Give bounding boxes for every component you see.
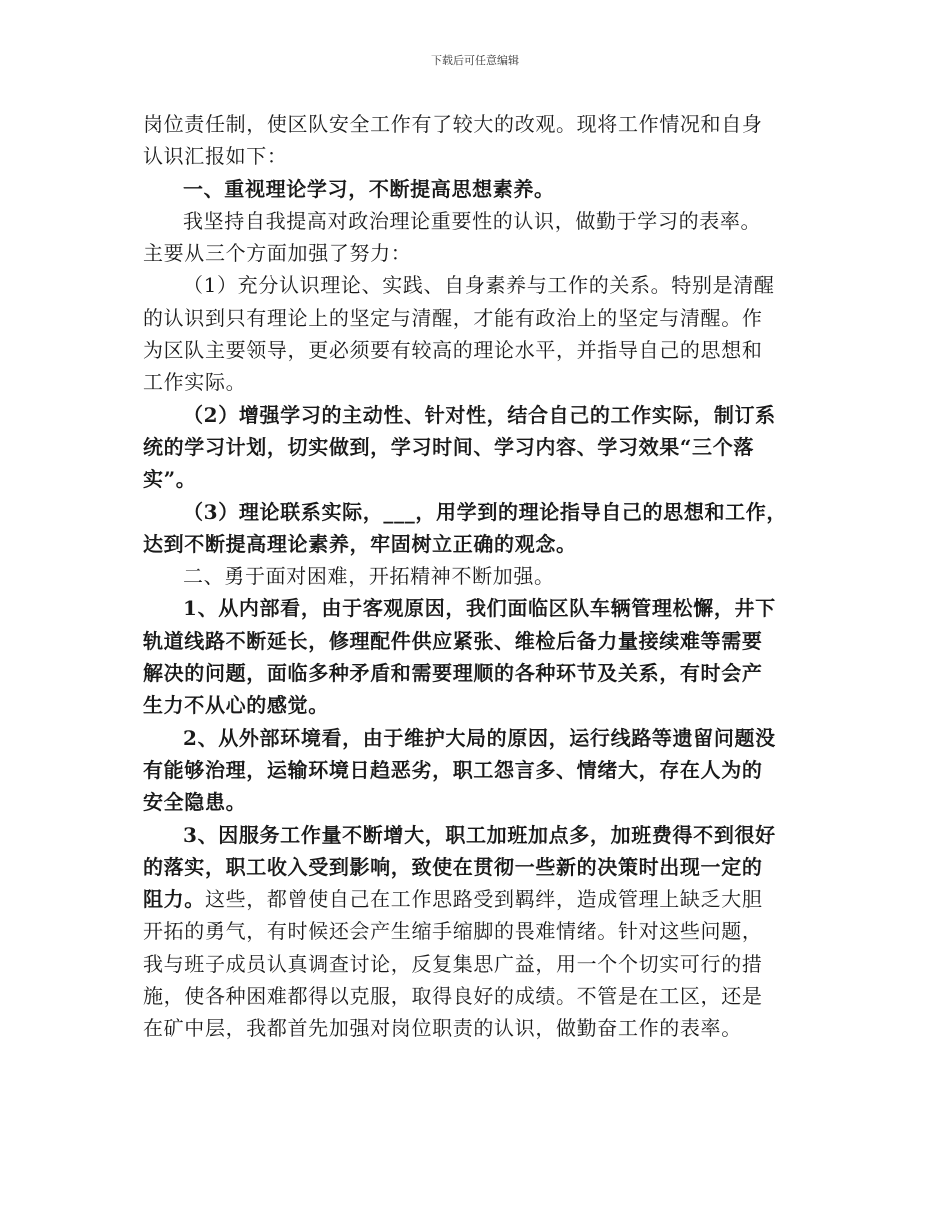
text-line: 的认识到只有理论上的坚定与清醒，才能有政治上的坚定与清醒。作: [143, 305, 763, 330]
text-line: 轨道线路不断延长，修理配件供应紧张、维检后备力量接续难等需要: [143, 628, 763, 653]
text-line: [143, 883, 811, 915]
paragraph-item-1: [143, 269, 811, 398]
paragraph-external: [143, 722, 811, 819]
paragraph-study: [143, 205, 811, 270]
text-line: 在矿中层，我都首先加强对岗位职责的认识，做勤奋工作的表率。: [143, 1016, 742, 1041]
paragraph-workload: [143, 819, 811, 1045]
text-line: 开拓的勇气，有时候还会产生缩手缩脚的畏难情绪。针对这些问题，: [143, 919, 763, 944]
paragraph-internal: [143, 592, 811, 721]
text-line: 解决的问题，面临多种矛盾和需要理顺的各种环节及关系，有时会产: [143, 661, 763, 686]
text-line: 施，使各种困难都得以克服，取得良好的成绩。不管是在工区，还是: [143, 984, 763, 1009]
text-line: 为区队主要领导，更必须要有较高的理论水平，并指导自己的思想和: [143, 338, 763, 363]
heading-text: 一、重视理论学习，不断提高思想素养。: [183, 176, 555, 201]
text-line: 工作实际。: [143, 370, 247, 395]
text-line: 3、因服务工作量不断增大，职工加班加点多，加班费得不到很好: [183, 822, 776, 847]
heading-text: 二、勇于面对困难，开拓精神不断加强。: [183, 564, 555, 589]
text-run: 这些，都曾使自己在工作思路受到羁绊，造成管理上缺乏大胆: [204, 887, 763, 912]
text-line: （3）理论联系实际，___，用学到的理论指导自己的思想和工作，: [183, 499, 788, 524]
text-line: 实”。: [143, 467, 197, 492]
section-heading-2: [143, 560, 811, 592]
text-line: 有能够治理，运输环境日趋恶劣，职工怨言多、情绪大，存在人为的: [143, 757, 763, 782]
text-line: 我坚持自我提高对政治理论重要性的认识，做勤于学习的表率。: [183, 208, 762, 233]
text-line: 达到不断提高理论素养，牢固树立正确的观念。: [143, 531, 577, 556]
section-heading-1: [143, 173, 811, 205]
text-line: （1）充分认识理论、实践、自身素养与工作的关系。特别是清醒: [183, 273, 775, 298]
text-line: 统的学习计划，切实做到，学习时间、学习内容、学习效果“三个落: [143, 434, 755, 459]
paragraph-item-2: [143, 399, 811, 496]
text-line: 主要从三个方面加强了努力：: [143, 241, 412, 266]
text-line: 的落实，职工收入受到影响，致使在贯彻一些新的决策时出现一定的: [143, 854, 763, 879]
paragraph-intro: [143, 108, 811, 173]
text-line: 生力不从心的感觉。: [143, 693, 329, 718]
text-line: 我与班子成员认真调查讨论，反复集思广益，用一个个切实可行的措: [143, 951, 763, 976]
document-body: [143, 108, 811, 1045]
text-line: 2、从外部环境看，由于维护大局的原因，运行线路等遗留问题没: [183, 725, 776, 750]
text-line: 1、从内部看，由于客观原因，我们面临区队车辆管理松懈，井下: [183, 596, 776, 621]
text-line: 认识汇报如下：: [143, 144, 288, 169]
page-header: 下载后可任意编辑: [431, 54, 519, 67]
text-line: 岗位责任制，使区队安全工作有了较大的改观。现将工作情况和自身: [143, 112, 763, 136]
text-line: （2）增强学习的主动性、针对性，结合自己的工作实际，制订系: [183, 402, 776, 427]
text-line: 安全隐患。: [143, 790, 247, 815]
paragraph-item-3: [143, 496, 811, 561]
text-run-bold: 阻力。: [143, 887, 205, 912]
